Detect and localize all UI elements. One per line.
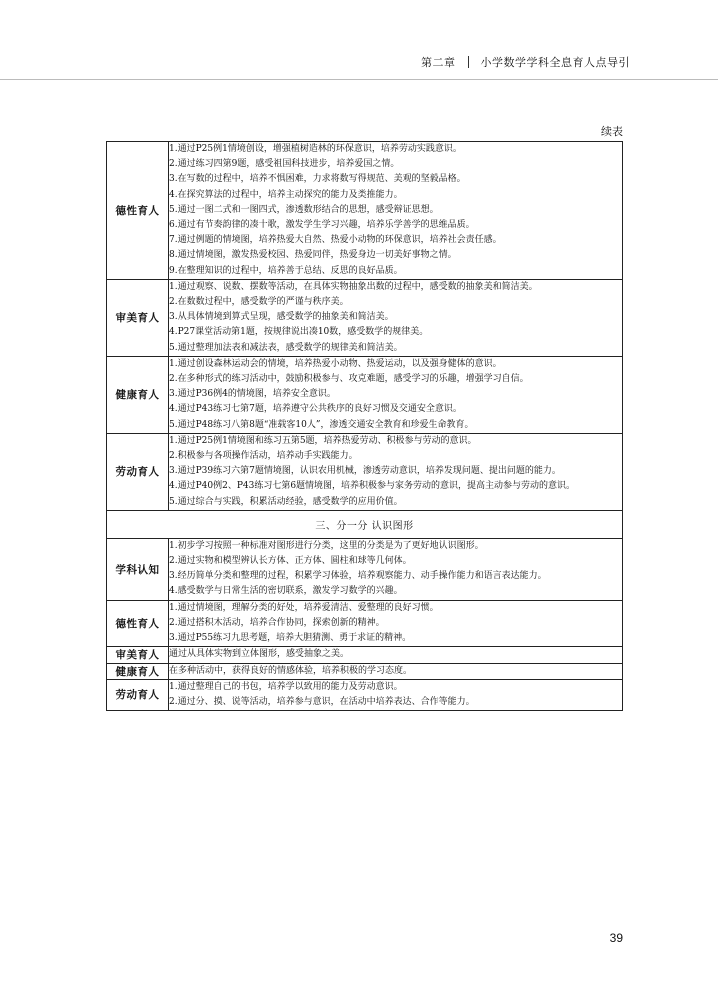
table-row — [107, 142, 623, 280]
content-item: 4.通过P40例2、P43练习七第6题情境图，培养积极参与家务劳动的意识，提高主动参与劳动的意识。 — [169, 481, 576, 492]
content-item: 1.通过观察、说数、摆数等活动，在具体实物抽象出数的过程中，感受数的抽象美和简洁美。 — [169, 281, 538, 292]
running-header — [421, 54, 630, 70]
content-item: 5.通过整理加法表和减法表，感受数学的规律美和简洁美。 — [169, 342, 403, 353]
category-content — [169, 279, 623, 356]
content-item: 4.在探究算法的过程中，培养主动探究的能力及类推能力。 — [169, 189, 403, 200]
chapter-label: 第二章 — [421, 56, 456, 69]
content-item: 1.通过创设森林运动会的情境，培养热爱小动物、热爱运动，以及强身健体的意识。 — [169, 358, 502, 369]
category-content — [169, 142, 623, 280]
content-item: 9.在整理知识的过程中，培养善于总结、反思的良好品质。 — [169, 265, 403, 276]
content-item: 1.通过情境图，理解分类的好处，培养爱清洁、爱整理的良好习惯。 — [169, 602, 439, 613]
content-item: 2.通过练习四第9题，感受祖国科技进步，培养爱国之情。 — [169, 159, 400, 170]
content-item: 3.经历简单分类和整理的过程，积累学习体验，培养观察能力、动手操作能力和语言表达能力。 — [169, 571, 547, 582]
content-item: 4.感受数学与日常生活的密切联系，激发学习数学的兴趣。 — [169, 586, 403, 597]
content-item: 1.通过整理自己的书包，培养学以致用的能力及劳动意识。 — [169, 681, 403, 692]
content-item: 3.通过P39练习六第7题情境图，认识农用机械，渗透劳动意识，培养发现问题、提出问题的能力。 — [169, 466, 561, 477]
content-item: 1.通过P25例1情境图和练习五第5题，培养热爱劳动、积极参与劳动的意识。 — [169, 435, 477, 446]
content-item: 2.通过分、摸、说等活动，培养参与意识，在活动中培养表达、合作等能力。 — [169, 696, 475, 707]
table-row — [107, 279, 623, 356]
content-item: 4.P27课堂活动第1题，按规律说出凑10数，感受数学的规律美。 — [169, 327, 429, 338]
section-header-row — [107, 510, 623, 538]
table-row — [107, 538, 623, 600]
category-label: 健康育人 — [107, 356, 169, 433]
table-row — [107, 679, 623, 710]
category-label: 健康育人 — [107, 663, 169, 679]
table-row — [107, 647, 623, 663]
category-content — [169, 663, 623, 679]
content-item: 7.通过例题的情境图，培养热爱大自然、热爱小动物的环保意识，培养社会责任感。 — [169, 235, 502, 246]
content-item: 3.从具体情境到算式呈现，感受数学的抽象美和简洁美。 — [169, 312, 394, 323]
continued-label: 续表 — [601, 125, 623, 138]
content-item: 2.积极参与各项操作活动，培养动手实践能力。 — [169, 451, 358, 462]
education-points-table — [106, 141, 623, 711]
table-row — [107, 600, 623, 647]
content-item: 5.通过综合与实践，积累活动经验，感受数学的应用价值。 — [169, 496, 403, 507]
content-item: 1.初步学习按照一种标准对图形进行分类，这里的分类是为了更好地认识图形。 — [169, 540, 484, 551]
content-item: 1.通过P25例1情境创设，增强植树造林的环保意识，培养劳动实践意识。 — [169, 144, 462, 154]
content-item: 4.通过P43练习七第7题，培养遵守公共秩序的良好习惯及交通安全意识。 — [169, 404, 462, 415]
content-item: 8.通过情境图，激发热爱校园、热爱同伴，热爱身边一切美好事物之情。 — [169, 250, 457, 261]
category-label: 德性育人 — [107, 142, 169, 280]
category-label: 审美育人 — [107, 279, 169, 356]
content-item: 通过从具体实物到立体图形，感受抽象之美。 — [169, 649, 350, 660]
category-label: 学科认知 — [107, 538, 169, 600]
header-divider — [468, 56, 469, 68]
content-item: 3.在写数的过程中，培养不惧困难，力求将数写得规范、美观的坚毅品格。 — [169, 174, 466, 185]
category-content — [169, 538, 623, 600]
table-row — [107, 433, 623, 510]
category-content — [169, 433, 623, 510]
content-item: 2.通过搭积木活动，培养合作协同，探索创新的精神。 — [169, 617, 385, 628]
book-title: 小学数学学科全息育人点导引 — [480, 56, 630, 69]
content-item: 5.通过一图二式和一图四式，渗透数形结合的思想，感受辩证思想。 — [169, 204, 439, 215]
content-item: 6.通过有节奏韵律的凑十歌，激发学生学习兴趣，培养乐学善学的思维品质。 — [169, 220, 475, 231]
content-item: 2.在多种形式的练习活动中，鼓励积极参与、攻克难题，感受学习的乐趣，增强学习自信。 — [169, 374, 529, 385]
table-row — [107, 356, 623, 433]
table-row — [107, 663, 623, 679]
category-content — [169, 600, 623, 647]
section-title: 三、分一分 认识图形 — [107, 510, 623, 538]
content-item: 2.在数数过程中，感受数学的严谨与秩序美。 — [169, 297, 349, 308]
content-item: 在多种活动中，获得良好的情感体验，培养积极的学习态度。 — [169, 665, 413, 676]
category-label: 德性育人 — [107, 600, 169, 647]
content-item: 2.通过实物和模型辨认长方体、正方体、圆柱和球等几何体。 — [169, 556, 412, 567]
category-label: 劳动育人 — [107, 679, 169, 710]
content-item: 5.通过P48练习八第8题“准载客10人”，渗透交通安全教育和珍爱生命教育。 — [169, 419, 474, 430]
header-rule — [0, 79, 718, 80]
category-label: 劳动育人 — [107, 433, 169, 510]
content-item: 3.通过P36例4的情境图，培养安全意识。 — [169, 389, 336, 400]
category-content — [169, 356, 623, 433]
content-item: 3.通过P55练习九思考题，培养大胆猜测、勇于求证的精神。 — [169, 633, 412, 644]
page-number: 39 — [609, 931, 623, 945]
category-label: 审美育人 — [107, 647, 169, 663]
category-content — [169, 647, 623, 663]
category-content — [169, 679, 623, 710]
